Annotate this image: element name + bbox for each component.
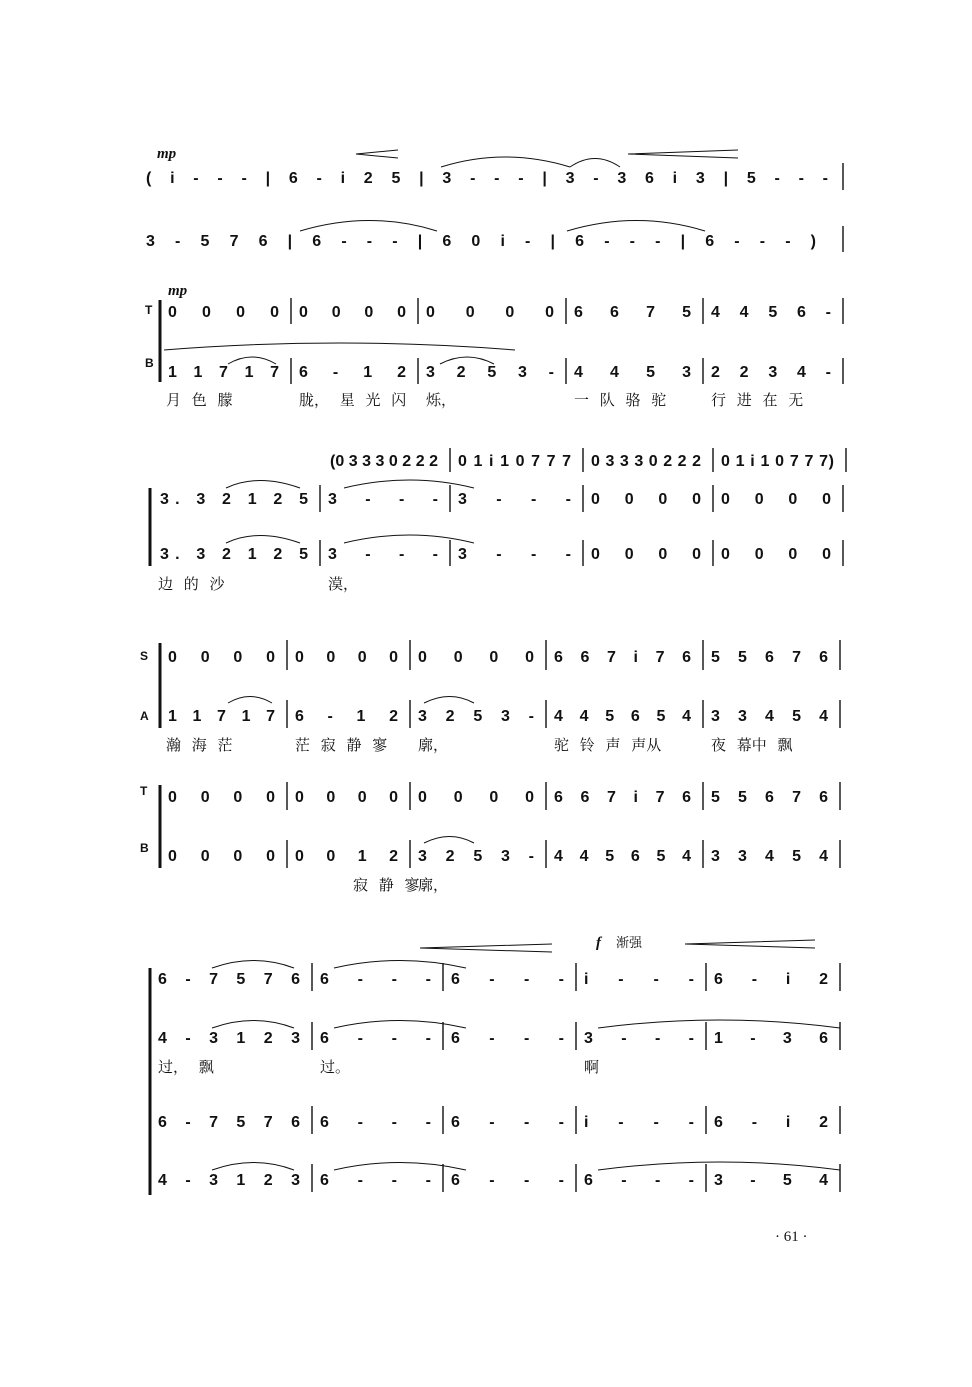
- measure-notes: 4 4 5 6 5 4: [554, 848, 691, 865]
- staff-upper: [160, 485, 843, 512]
- tie-slur: [424, 697, 474, 704]
- measure-notes: 0 0 0 0: [591, 491, 701, 508]
- measure-notes: 6 - i 2: [714, 1114, 828, 1131]
- voice-label-tenor: T: [140, 784, 148, 798]
- tie-slur: [334, 1163, 466, 1171]
- staff-soprano: [158, 963, 840, 991]
- voice-label-tenor: T: [145, 303, 153, 317]
- tie-slur: [344, 480, 474, 488]
- measure-notes: (0 3 3 3 0 2 2 2: [330, 453, 438, 470]
- staff-tenor: [168, 782, 840, 810]
- measure-notes: 0 1 i 1 0 7 7 7: [458, 453, 571, 470]
- tie-slur: [226, 536, 300, 544]
- staff-bass: [168, 358, 843, 384]
- dynamic-mp-voices: mp: [168, 283, 188, 299]
- measure-notes: 0 0 0 0: [168, 789, 275, 806]
- measure-notes: 4 4 5 6 5 4: [554, 708, 691, 725]
- measure-notes: 0 0 0 0: [299, 304, 406, 321]
- crescendo-hairpin: [685, 940, 815, 948]
- staff-alto: [168, 700, 840, 728]
- staff-bass: [158, 1164, 840, 1192]
- measure-notes: 1 1 7 1 7: [168, 364, 279, 381]
- measure-notes: 4 - 3 1 2 3: [158, 1172, 300, 1189]
- measure-notes: 6 - - -: [320, 1172, 431, 1189]
- measure-notes: 3 - - -: [328, 546, 438, 563]
- crescendo-hairpin: [420, 944, 552, 952]
- tie-slur: [334, 961, 466, 969]
- lyric-segment: 啊: [584, 1058, 600, 1076]
- measure-notes: 6 - 7 5 7 6: [158, 1114, 300, 1131]
- measure-notes: 3 - 5 4: [714, 1172, 828, 1189]
- lyrics-line: [166, 736, 793, 754]
- tie-slur: [334, 1021, 466, 1029]
- accompaniment-line: [330, 448, 846, 472]
- measure-notes: 3. 3 2 1 2 5: [160, 546, 308, 563]
- measure-notes: 6 - - -: [451, 1172, 564, 1189]
- tie-slur: [567, 221, 705, 232]
- measure-notes: 6 - - -: [451, 1030, 564, 1047]
- lyric-segment: 驼 铃 声 声从: [554, 736, 662, 754]
- measure-notes: 3 2 5 3 -: [418, 708, 534, 725]
- measure-notes: i - - -: [584, 971, 694, 988]
- tie-slur: [212, 1163, 294, 1171]
- lyric-segment: 烁，: [426, 391, 457, 409]
- measure-notes: 3 - - -: [458, 546, 571, 563]
- measure-notes: 3 - - -: [458, 491, 571, 508]
- measure-notes: 0 0 0 0: [721, 491, 831, 508]
- measure-notes: 0 0 0 0: [168, 649, 275, 666]
- tie-slur: [598, 1162, 840, 1170]
- lyric-segment: 边 的 沙: [158, 575, 225, 593]
- tie-slur: [441, 157, 570, 167]
- measure-notes: 3 2 5 3 -: [426, 364, 554, 381]
- tie-slur: [212, 1021, 294, 1029]
- page-number: · 61 ·: [775, 1229, 808, 1245]
- measure-notes: 4 - 3 1 2 3: [158, 1030, 300, 1047]
- measure-notes: 6 - i 2: [714, 971, 828, 988]
- intro-row1-notes: ( i - - - | 6 - i 2 5 | 3 - - - | 3 - 3 6 i 3 | 5 - - -: [146, 170, 834, 187]
- measure-notes: 6 - - -: [451, 971, 564, 988]
- lyric-segment: 漠，: [328, 575, 359, 593]
- lyric-segment: 寂 静 寥: [353, 876, 420, 894]
- measure-notes: 0 0 0 0: [418, 649, 534, 666]
- lyric-segment: 廓，: [418, 876, 449, 894]
- measure-notes: 6 - 1 2: [295, 708, 398, 725]
- measure-notes: 2 2 3 4 -: [711, 364, 831, 381]
- measure-notes: 0 0 0 0: [721, 546, 831, 563]
- measure-notes: 0 0 0 0: [418, 789, 534, 806]
- measure-notes: 0 0 0 0: [295, 649, 398, 666]
- lyric-segment: 夜 幕中 飘: [711, 736, 793, 754]
- crescendo-text: 渐强: [616, 936, 643, 951]
- measure-notes: 0 1 i 1 0 7 7 7): [721, 453, 834, 470]
- tie-slur: [570, 159, 620, 168]
- measure-notes: 0 0 0 0: [295, 789, 398, 806]
- voice-label-alto: A: [140, 709, 149, 723]
- measure-notes: 5 5 6 7 6: [711, 789, 828, 806]
- tie-slur: [424, 837, 474, 844]
- dynamic-f: f: [596, 935, 601, 951]
- tie-slur: [598, 1020, 840, 1028]
- lyric-segment: 廓，: [418, 736, 449, 754]
- measure-notes: 3 - - -: [584, 1030, 694, 1047]
- measure-notes: 0 3 3 3 0 2 2 2: [591, 453, 701, 470]
- tie-slur: [228, 357, 276, 364]
- measure-notes: 0 0 0 0: [168, 304, 279, 321]
- measure-notes: 3 3 4 5 4: [711, 708, 828, 725]
- intro-row2-notes: 3 - 5 7 6 | 6 - - - | 6 0 i - | 6 - - - | 6 - - - ): [146, 233, 822, 250]
- measure-notes: 4 4 5 3: [574, 364, 691, 381]
- measure-notes: 5 5 6 7 6: [711, 649, 828, 666]
- lyric-segment: 茫 寂 静 寥: [295, 736, 388, 754]
- dynamic-mp-intro: mp: [157, 146, 177, 162]
- voice-label-soprano: S: [140, 649, 149, 663]
- voice-label-bass: B: [140, 841, 149, 855]
- staff-tenor: [158, 1106, 840, 1134]
- lyric-segment: 过， 飘: [158, 1058, 214, 1076]
- voice-label-bass: B: [145, 356, 154, 370]
- tie-slur: [300, 221, 437, 232]
- measure-notes: 4 4 5 6 -: [711, 304, 831, 321]
- measure-notes: 1 - 3 6: [714, 1030, 828, 1047]
- measure-notes: 3. 3 2 1 2 5: [160, 491, 308, 508]
- measure-notes: 0 0 0 0: [591, 546, 701, 563]
- lyrics-line: [353, 876, 448, 894]
- measure-notes: 6 - - -: [451, 1114, 564, 1131]
- measure-notes: 0 0 1 2: [295, 848, 398, 865]
- measure-notes: 3 3 4 5 4: [711, 848, 828, 865]
- measure-notes: 6 6 7 i 7 6: [554, 789, 691, 806]
- tie-slur: [440, 357, 494, 364]
- measure-notes: 6 - - -: [320, 1114, 431, 1131]
- measure-notes: 3 2 5 3 -: [418, 848, 534, 865]
- lyric-segment: 过。: [320, 1058, 351, 1076]
- staff-tenor: [168, 298, 843, 324]
- lyric-segment: 月 色 朦: [166, 391, 233, 409]
- measure-notes: 1 1 7 1 7: [168, 708, 275, 725]
- lyric-segment: 胧， 星 光 闪: [299, 391, 407, 409]
- staff-soprano: [168, 640, 840, 670]
- tie-slur: [226, 481, 300, 489]
- crescendo-hairpin: [356, 150, 398, 158]
- tie-slur: [344, 535, 474, 543]
- measure-notes: 0 0 0 0: [426, 304, 554, 321]
- tie-slur: [228, 697, 272, 704]
- lyric-segment: 瀚 海 茫: [166, 736, 233, 754]
- lyric-segment: 行 进 在 无: [711, 391, 804, 409]
- staff-lower: [160, 540, 843, 566]
- measure-notes: 6 - - -: [320, 1030, 431, 1047]
- phrase-slur: [164, 343, 515, 350]
- tie-slur: [212, 961, 294, 969]
- measure-notes: i - - -: [584, 1114, 694, 1131]
- staff-bass: [168, 840, 840, 868]
- lyric-segment: 一 队 骆 驼: [574, 391, 667, 409]
- measure-notes: 6 - - -: [584, 1172, 694, 1189]
- measure-notes: 3 - - -: [328, 491, 438, 508]
- lyrics-line: [166, 391, 803, 409]
- measure-notes: 6 6 7 5: [574, 304, 691, 321]
- measure-notes: 6 6 7 i 7 6: [554, 649, 691, 666]
- staff-alto: [158, 1022, 840, 1050]
- lyrics-line: [158, 1058, 599, 1076]
- measure-notes: 6 - 7 5 7 6: [158, 971, 300, 988]
- lyrics-line: [158, 575, 358, 593]
- measure-notes: 0 0 0 0: [168, 848, 275, 865]
- crescendo-hairpin: [628, 150, 738, 158]
- measure-notes: 6 - - -: [320, 971, 431, 988]
- measure-notes: 6 - 1 2: [299, 364, 406, 381]
